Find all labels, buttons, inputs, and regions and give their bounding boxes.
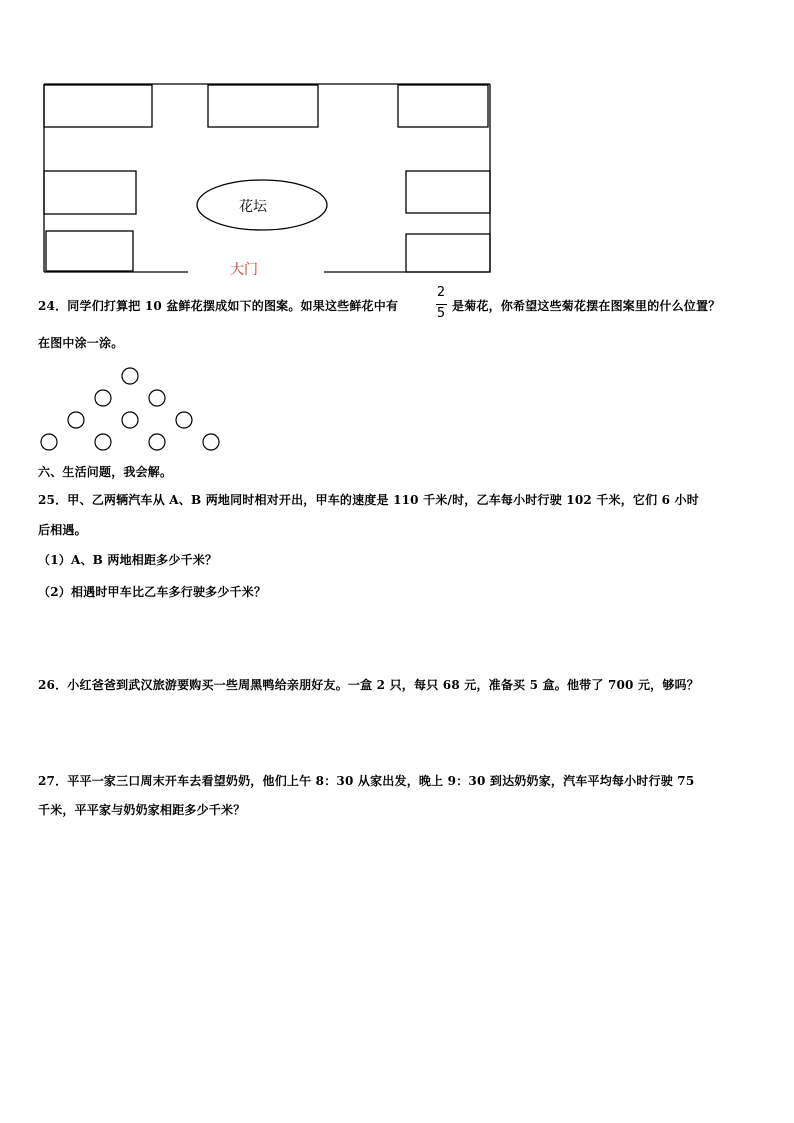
building-bottom-left <box>46 231 133 271</box>
q24-fraction-bar <box>436 304 447 305</box>
q27-line1: 27．平平一家三口周末开车去看望奶奶，他们上午 8：30 从家出发，晚上 9：30 到达奶奶家，汽车平均每小时行驶 75 <box>38 774 695 788</box>
building-middle-left <box>44 171 136 214</box>
q25-line1: 25．甲、乙两辆汽车从 A、B 两地同时相对开出，甲车的速度是 110 千米/时，乙车每小时行驶 102 千米，它们 6 小时 <box>38 493 700 507</box>
flower-circle[interactable] <box>176 412 192 428</box>
flower-circle-pyramid <box>36 364 226 456</box>
section6-title: 六、生活问题，我会解。 <box>38 465 173 479</box>
building-middle-right <box>406 171 490 213</box>
flower-circle[interactable] <box>95 434 111 450</box>
q24-text-part2: 是菊花，你希望这些菊花摆在图案里的什么位置？ <box>452 299 721 313</box>
flower-circle[interactable] <box>41 434 57 450</box>
q24-text-part1: 24．同学们打算把 10 盆鲜花摆成如下的图案。如果这些鲜花中有 <box>38 299 399 313</box>
flower-circle[interactable] <box>122 368 138 384</box>
q24-line1-continued <box>452 297 720 314</box>
building-bottom-right <box>406 234 490 272</box>
school-map-figure <box>40 80 495 280</box>
q24-line2: 在图中涂一涂。 <box>38 336 124 350</box>
gate-label: 大门 <box>230 262 258 278</box>
flower-circle[interactable] <box>122 412 138 428</box>
building-top-right <box>398 85 488 127</box>
flower-circle[interactable] <box>95 390 111 406</box>
flower-circle[interactable] <box>68 412 84 428</box>
q25-sub1: （1）A、B 两地相距多少千米？ <box>38 553 218 567</box>
flowerbed-label: 花坛 <box>239 199 267 215</box>
q26-line1: 26．小红爸爸到武汉旅游要购买一些周黑鸭给亲朋好友。一盒 2 只，每只 68 元，准备买 5 盒。他带了 700 元，够吗？ <box>38 678 699 692</box>
q25-line2: 后相遇。 <box>38 523 87 537</box>
flower-circle[interactable] <box>149 434 165 450</box>
building-top-left <box>44 85 152 127</box>
q24-fraction-denominator: 5 <box>436 306 446 321</box>
q24-line1 <box>38 297 398 314</box>
flower-circle[interactable] <box>149 390 165 406</box>
q27-line2: 千米，平平家与奶奶家相距多少千米？ <box>38 803 246 817</box>
q24-fraction-numerator: 2 <box>436 285 446 300</box>
q25-sub2: （2）相遇时甲车比乙车多行驶多少千米？ <box>38 585 267 599</box>
flower-circle[interactable] <box>203 434 219 450</box>
building-top-middle <box>208 85 318 127</box>
